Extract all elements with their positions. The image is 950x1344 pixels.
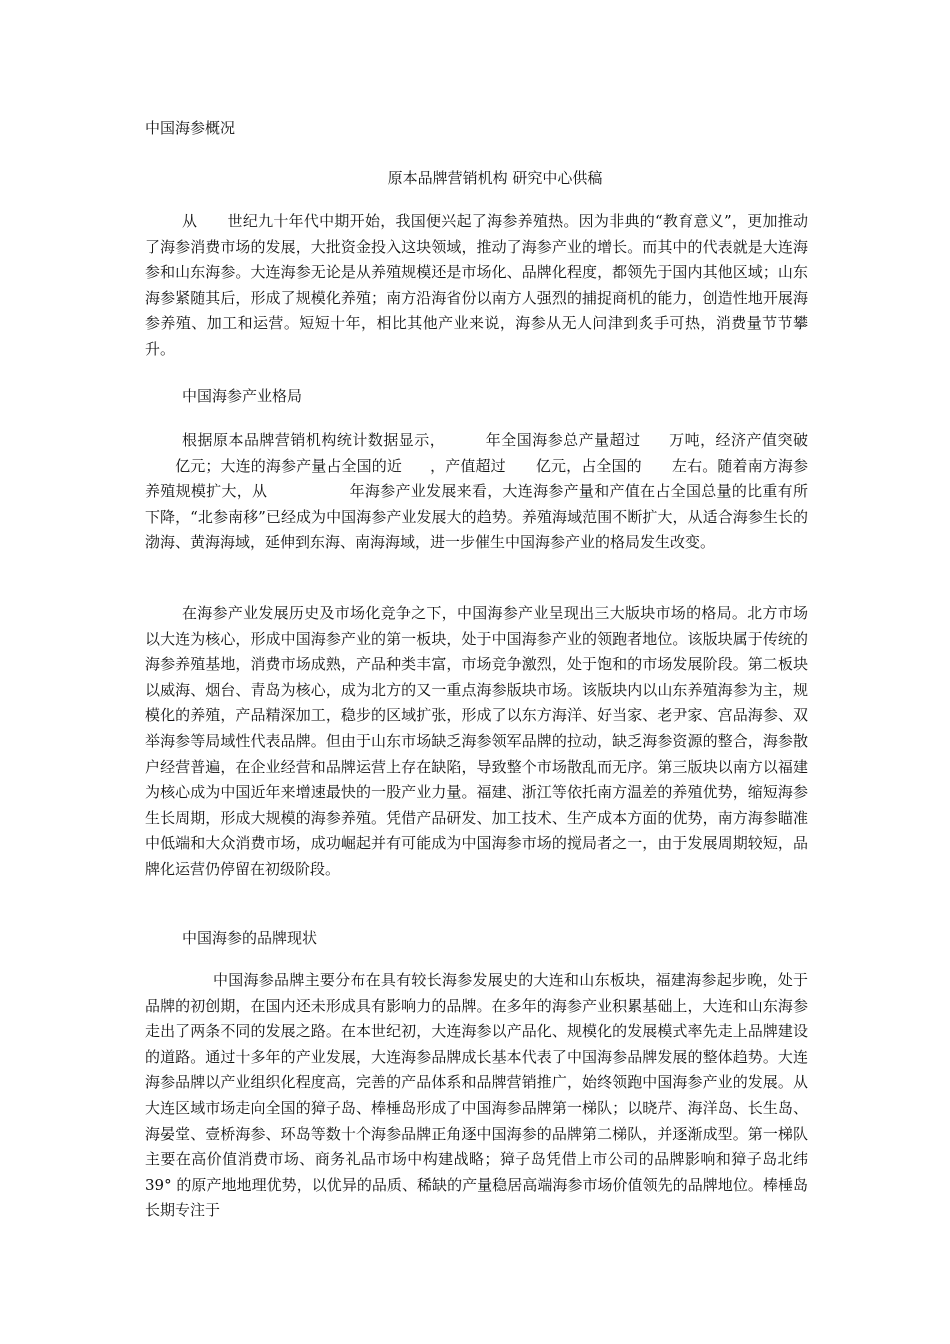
- section-heading-industry-pattern: 中国海参产业格局: [182, 387, 303, 405]
- stats-segment: 根据原本品牌营销机构统计数据显示，: [182, 431, 446, 449]
- section-heading-brand-status: 中国海参的品牌现状: [182, 929, 318, 947]
- document-byline: 原本品牌营销机构 研究中心供稿: [387, 169, 603, 187]
- stats-segment: 万吨，经济产值突破: [668, 431, 808, 449]
- stats-segment: 年全国海参总产量超过: [485, 431, 641, 449]
- paragraph-industry-stats: [145, 428, 808, 556]
- stats-segment: 亿元，占全国的: [535, 456, 642, 475]
- stats-segment: 左右。随着南方海参养殖规模扩大，从: [145, 456, 808, 501]
- paragraph-intro: [145, 209, 808, 363]
- document-title: 中国海参概况: [145, 119, 236, 137]
- stats-segment: ，产值超过: [430, 456, 506, 475]
- paragraph-brand-status: 中国海参品牌主要分布在具有较长海参发展史的大连和山东板块，福建海参起步晚，处于品牌的初创期，在国内还未形成具有影响力的品牌。在多年的海参产业积累基础上，大连和山东海参走出了两条不同的发展之路。在本世纪初，大连海参以产品化、规模化的发展模式率先走上品牌建设的道路。通过十多年的产业发展，大连海参品牌成长基本代表了中国海参品牌发展的整体趋势。大连海参品牌以产业组织化程度高，完善的产品体系和品牌营销推广，始终领跑中国海参产业的发展。从大连区域市场走向全国的獐子岛、棒棰岛形成了中国海参品牌第一梯队；以晓芹、海洋岛、长生岛、海晏堂、壹桥海参、环岛等数十个海参品牌正角逐中国海参的品牌第二梯队，并逐渐成型。第一梯队主要在高价值消费市场、商务礼品市场中构建战略；獐子岛凭借上市公司的品牌影响和獐子岛北纬 39° 的原产地地理优势，以优异的品质、稀缺的产量稳居高端海参市场价值领先的品牌地位。棒棰岛长期专注于: [145, 971, 808, 1220]
- paragraph-intro-body: 世纪九十年代中期开始，我国便兴起了海参养殖热。因为非典的“教育意义”，更加推动了海参消费市场的发展，大批资金投入这块领域，推动了海参产业的增长。而其中的代表就是大连海参和山东海参。大连海参无论是从养殖规模还是市场化、品牌化程度，都领先于国内其他区域；山东海参紧随其后，形成了规模化养殖；南方沿海省份以南方人强烈的捕捉商机的能力，创造性地开展海参养殖、加工和运营。短短十年，相比其他产业来说，海参从无人问津到炙手可热，消费量节节攀升。: [145, 212, 808, 358]
- stats-segment: 年海参产业发展来看，大连海参产量和产值在占全国总量的比重有所下降，“北参南移”已经成为中国海参产业发展大的趋势。养殖海域范围不断扩大，从适合海参生长的渤海、黄海海域，延伸到东海、南海海域，进一步催生中国海参产业的格局发生改变。: [145, 482, 808, 552]
- stats-segment: 亿元；大连的海参产量占全国的近: [175, 456, 403, 475]
- paragraph-intro-start: 从: [182, 212, 198, 230]
- paragraph-three-markets: 在海参产业发展历史及市场化竞争之下，中国海参产业呈现出三大版块市场的格局。北方市场以大连为核心，形成中国海参产业的第一板块，处于中国海参产业的领跑者地位。该版块属于传统的海参养殖基地，消费市场成熟，产品种类丰富，市场竞争激烈，处于饱和的市场发展阶段。第二板块以威海、烟台、青岛为核心，成为北方的又一重点海参版块市场。该版块内以山东养殖海参为主，规模化的养殖，产品精深加工，稳步的区域扩张，形成了以东方海洋、好当家、老尹家、宫品海参、双举海参等局域性代表品牌。但由于山东市场缺乏海参领军品牌的拉动，缺乏海参资源的整合，海参散户经营普遍，在企业经营和品牌运营上存在缺陷，导致整个市场散乱而无序。第三版块以南方以福建为核心成为中国近年来增速最快的一股产业力量。福建、浙江等依托南方温差的养殖优势，缩短海参生长周期，形成大规模的海参养殖。凭借产品研发、加工技术、生产成本方面的优势，南方海参瞄准中低端和大众消费市场，成功崛起并有可能成为中国海参市场的搅局者之一，由于发展周期较短，品牌化运营仍停留在初级阶段。: [145, 604, 808, 878]
